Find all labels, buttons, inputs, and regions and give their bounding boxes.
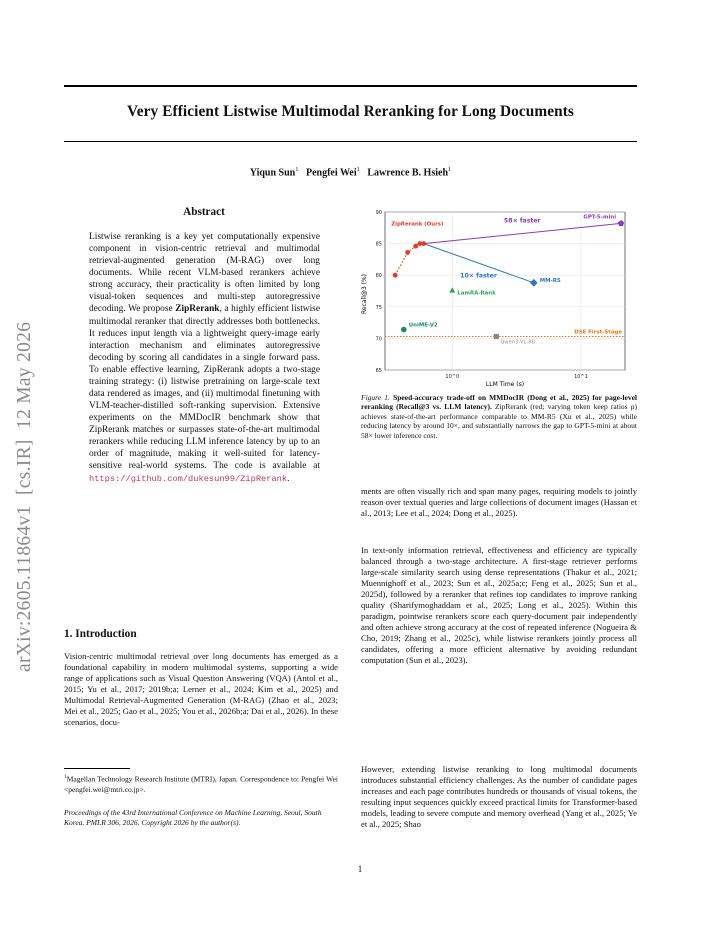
title-top-rule	[64, 85, 637, 87]
qwen-point	[494, 334, 499, 339]
section-heading-introduction: 1. Introduction	[64, 628, 137, 640]
paper-title: Very Efficient Listwise Multimodal Reranking for Long Documents	[127, 103, 574, 120]
label-ziprerank: ZipRerank (Ours)	[391, 221, 444, 228]
connector-lines	[385, 223, 625, 336]
ziprerank-point	[413, 244, 418, 249]
abstract-body: Listwise reranking is a key yet computationally expensive component in vision-centric retrieval and multimodal retrieval-augmented generation (M-RAG) over long documents. While recent VLM-based rerankers achieve strong accuracy, their practicality is often limited by long visual-token sequences and multi-step autoregressive decoding. We propose ZipRerank, a highly efficient listwise multimodal reranker that directly addresses both bottlenecks. It reduces input length via a lightweight query-image early interaction mechanism and eliminates autoregressive decoding by scoring all candidates in a single forward pass. To enable effective learning, ZipRerank adopts a two-stage training strategy: (i) listwise pretraining on large-scale text data rendered as images, and (ii) multimodal finetuning with VLM-teacher-distilled soft-ranking supervision. Extensive experiments on the MMDocIR benchmark show that ZipRerank matches or surpasses state-of-the-art multimodal rerankers while reducing LLM inference latency by up to an order of magnitude, making it well-suited for latency-sensitive real-world systems. The code is available at https://github.com/dukesun99/ZipRerank.	[89, 232, 320, 484]
y-tick-label: 75	[375, 304, 382, 311]
y-tick-label: 85	[375, 241, 382, 248]
x-tick-label: 10^0	[445, 374, 460, 380]
label-qwen: Qwen3-VL-8B	[500, 339, 536, 346]
right-paragraph-3: However, extending listwise reranking to long multimodal documents introduces substantial efficiency challenges. As the number of candidate pages increases and each page contributes hundreds or thousands of visual tokens, the resulting input sequences quickly exceed practical limits for Transformer-based models, leading to severe compute and memory overhead (Yang et al., 2025; Ye et al., 2025; Shao	[361, 764, 637, 830]
y-axis-label: Recall@3 (%)	[361, 273, 368, 315]
method-name: ZipRerank	[175, 304, 220, 315]
right-paragraph-continued: ments are often visually rich and span many pages, requiring models to jointly reason over textual queries and large collections of document images (Hassan et al., 2013; Lee et al., 2024; Dong et al., 2025).	[361, 486, 637, 519]
annotation-10x: 10× faster	[460, 272, 497, 280]
label-mmr5: MM-R5	[539, 277, 561, 284]
page-number: 1	[357, 864, 363, 874]
arrow-58x	[424, 223, 621, 243]
figure-1-caption: Figure 1. Speed-accuracy trade-off on MMDocIR (Dong et al., 2025) for page-level reranking (Recall@3 vs. LLM latency). ZipRerank (red; varying token keep ratios ρ) achieves state-of-the-art performance comparable to MM-R5 (Xu et al., 2025) while reducing latency by around 10×, and substantially narrows the gap to GPT-5-mini at about 58× lower inference cost.	[361, 393, 638, 440]
unime-point	[401, 327, 407, 333]
label-unime: UniME-V2	[408, 322, 438, 329]
label-gpt5mini: GPT-5-mini	[583, 214, 617, 221]
point-labels	[391, 214, 622, 345]
intro-paragraph: Vision-centric multimodal retrieval over long documents has emerged as a foundational capability in modern multimodal systems, supporting a wide range of applications such as Visual Question Answering (VQA) (Antol et al., 2015; Yu et al., 2017; 2019b;a; Lerner et al., 2024; Kim et al., 2025) and Multimodal Retrieval-Augmented Generation (M-RAG) (Zhao et al., 2023; Mei et al., 2025; Gao et al., 2025; You et al., 2026b;a; Dai et al., 2026). In these scenarios, docu-	[64, 651, 338, 728]
author-name: Yiqun Sun	[249, 167, 296, 179]
right-paragraph-2: In text-only information retrieval, effectiveness and efficiency are typically balanced through a two-stage architecture. A first-stage retriever performs large-scale similarity search using dense representations (Thakur et al., 2021; Muennighoff et al., 2023; Sun et al., 2025a;c; Feng et al., 2025; Sun et al., 2025d), followed by a reranker that refines top candidates to improve ranking quality (Sharifymoghaddam et al., 2025; Long et al., 2025). Within this paradigm, pointwise rerankers score each query-document pair independently and often achieve strong accuracy at the cost of repeated inference (Nogueira & Cho, 2019; Zhang et al., 2025c), while listwise rerankers jointly process all candidates, offering a more efficient alternative by avoiding redundant computation (Sun et al., 2023).	[361, 545, 637, 666]
lamra-point	[449, 287, 455, 292]
mmr5-point	[530, 279, 537, 286]
ziprerank-point	[405, 250, 410, 255]
gpt5mini-point	[618, 220, 624, 226]
label-lamra: LamRA-Rank	[457, 290, 496, 297]
footnote: $^1$Magellan Technology Research Institute (MTRI), Japan. Correspondence to: Pengfei Wei <pengfei.wei@mtri.co.jp>.	[64, 774, 338, 794]
y-tick-label: 65	[375, 368, 382, 374]
label-dse: DSE First-Stage	[574, 329, 622, 336]
code-link[interactable]: https://github.com/dukesun99/ZipRerank	[89, 473, 288, 484]
author-list: Yiqun Sun$^1$ Pengfei Wei$^1$ Lawrence B. Hsieh$^1$	[249, 166, 452, 179]
x-axis-label: LLM Time (s)	[485, 381, 525, 388]
annotation-58x: 58× faster	[503, 217, 541, 225]
y-tick-label: 70	[375, 336, 382, 343]
x-tick-label: 10^1	[574, 374, 588, 380]
proceedings-note: Proceedings of the 43rd International Conference on Machine Learning, Seoul, South Korea. PMLR 306, 2026. Copyright 2026 by the author(s).	[64, 808, 322, 827]
ziprerank-point	[421, 241, 426, 246]
figure-1-chart	[355, 205, 639, 391]
title-bottom-rule	[64, 141, 637, 142]
abstract-heading: Abstract	[183, 206, 225, 218]
y-tick-label: 90	[375, 210, 382, 216]
ziprerank-point	[393, 273, 398, 278]
ziprerank-line	[395, 244, 424, 276]
y-tick-label: 80	[375, 273, 382, 280]
arxiv-stamp: arXiv:2605.11864v1 [cs.IR] 12 May 2026	[14, 321, 35, 672]
author-name: Pengfei Wei	[305, 167, 357, 179]
y-tick-labels	[376, 210, 382, 374]
x-tick-labels	[445, 374, 587, 380]
footnote-rule	[64, 768, 130, 769]
author-name: Lawrence B. Hsieh	[367, 167, 449, 179]
